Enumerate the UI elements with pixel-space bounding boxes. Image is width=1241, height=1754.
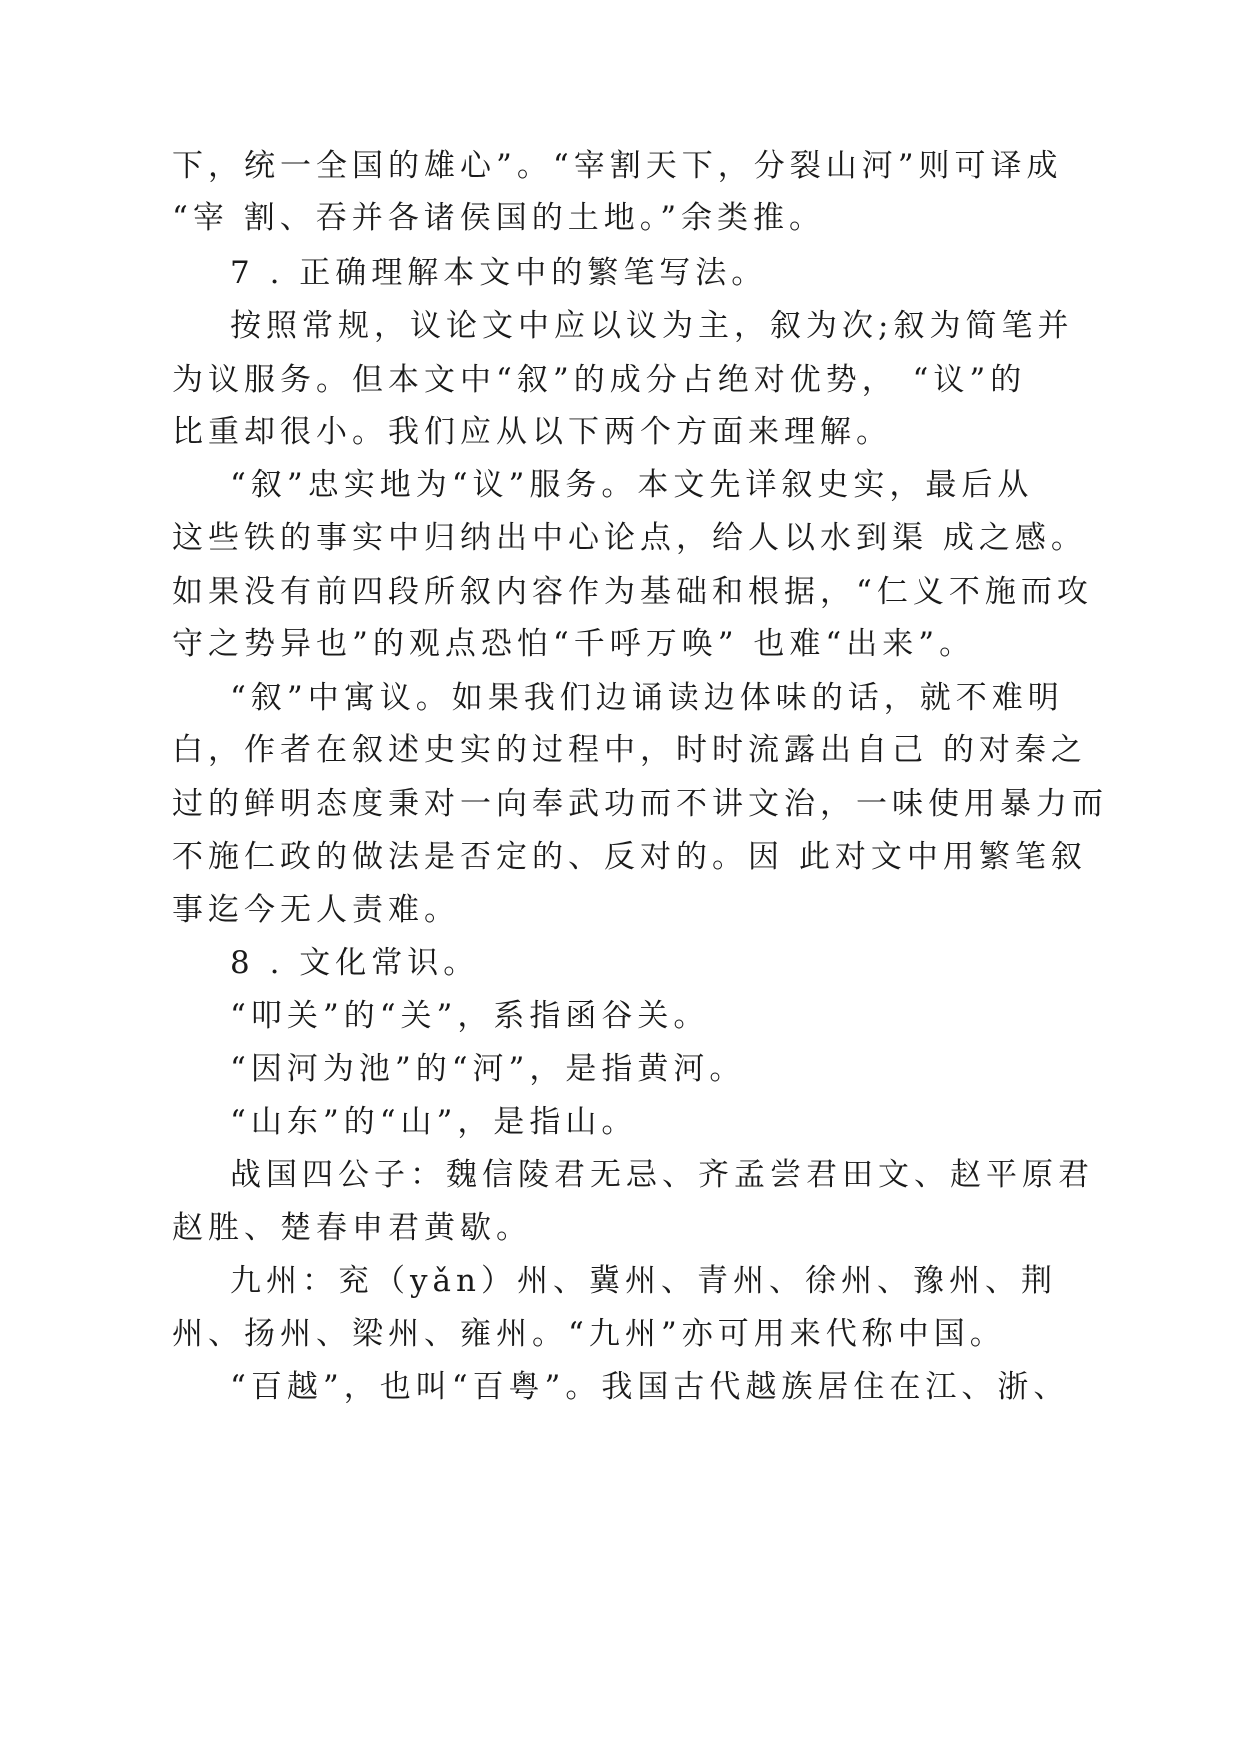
- text-line-13: 过的鲜明态度秉对一向奉武功而不讲文治，一味使用暴力而: [172, 786, 1108, 822]
- text-line-6: 比重却很小。我们应从以下两个方面来理解。: [172, 414, 892, 450]
- text-line-5: 为议服务。但本文中“叙”的成分占绝对优势， “议”的: [172, 362, 1027, 398]
- text-line-19: “山东”的“山”，是指山。: [230, 1104, 638, 1140]
- text-line-2: “宰 割、吞并各诸侯国的土地。”余类推。: [172, 200, 826, 236]
- text-line-9: 如果没有前四段所叙内容作为基础和根据，“仁义不施而攻: [172, 574, 1093, 610]
- text-line-22: 九州：兖（yǎn）州、冀州、青州、徐州、豫州、荆: [230, 1263, 1057, 1299]
- text-line-21: 赵胜、楚春申君黄歇。: [172, 1210, 532, 1246]
- text-line-12: 白，作者在叙述史实的过程中，时时流露出自己 的对秦之: [172, 732, 1087, 768]
- text-line-23: 州、扬州、梁州、雍州。“九州”亦可用来代称中国。: [172, 1316, 1006, 1352]
- text-line-8: 这些铁的事实中归纳出中心论点，给人以水到渠 成之感。: [172, 520, 1087, 556]
- text-line-18: “因河为池”的“河”，是指黄河。: [230, 1051, 746, 1087]
- section-heading-7: 7 . 正确理解本文中的繁笔写法。: [230, 255, 768, 291]
- text-line-7: “叙”忠实地为“议”服务。本文先详叙史实，最后从: [230, 467, 1034, 503]
- text-line-11: “叙”中寓议。如果我们边诵读边体味的话，就不难明: [230, 680, 1064, 716]
- text-line-14: 不施仁政的做法是否定的、反对的。因 此对文中用繁笔叙: [172, 839, 1087, 875]
- text-line-24: “百越”，也叫“百粤”。我国古代越族居住在江、浙、: [230, 1369, 1070, 1405]
- text-line-15: 事迄今无人责难。: [172, 892, 460, 928]
- text-line-17: “叩关”的“关”，系指函谷关。: [230, 998, 710, 1034]
- text-line-1: 下，统一全国的雄心”。“宰割天下，分裂山河”则可译成: [172, 148, 1063, 184]
- text-line-10: 守之势异也”的观点恐怕“千呼万唤” 也难“出来”。: [172, 626, 976, 662]
- section-heading-8: 8 . 文化常识。: [230, 945, 480, 981]
- text-line-20: 战国四公子：魏信陵君无忌、齐孟尝君田文、赵平原君: [230, 1157, 1094, 1193]
- text-line-4: 按照常规，议论文中应以议为主，叙为次;叙为简笔并: [230, 308, 1074, 344]
